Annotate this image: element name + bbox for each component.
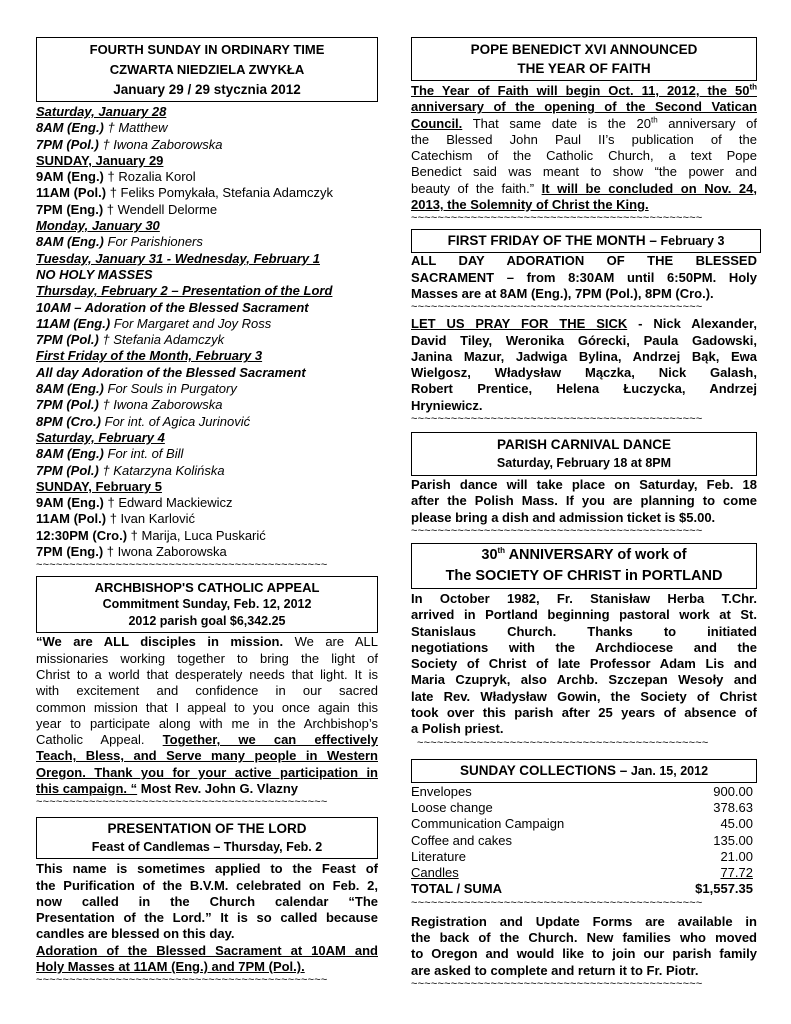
yof-line: 2013, the Solemnity of Christ the King. — [411, 197, 649, 213]
anniversary-line: Society of Christ of late Professor Adam Lis and — [411, 656, 757, 672]
appeal-line: Oregon. Thank you for your active participation in — [36, 764, 378, 780]
mass-intention: † Iwona Zaborowska — [102, 397, 223, 413]
sick-first: - Nick Alexander, — [627, 316, 757, 332]
sick-list — [411, 316, 757, 414]
collection-row — [411, 816, 753, 832]
sick-line — [411, 316, 757, 332]
schedule-entry — [36, 397, 378, 413]
appeal-line: Christ to a world that desperately needs that light. It is — [36, 666, 378, 682]
collection-row — [411, 784, 753, 800]
header-line-1: FOURTH SUNDAY IN ORDINARY TIME — [89, 42, 325, 57]
anniversary-line: took over this parish after 25 years of absence of — [411, 705, 757, 721]
schedule-entry — [36, 234, 378, 250]
schedule-entry — [36, 528, 378, 544]
mass-time: 12:30PM (Cro.) — [36, 527, 128, 543]
schedule-note: 10AM – Adoration of the Blessed Sacrament — [36, 299, 309, 315]
mass-intention: † Katarzyna Kolińska — [102, 462, 225, 478]
total-label: TOTAL / SUMA — [411, 881, 502, 897]
collection-label: Coffee and cakes — [411, 832, 512, 848]
collection-row — [411, 800, 753, 816]
presentation-line: now called in the Church calendar “The — [36, 893, 378, 909]
carnival-sub: Saturday, February 18 at 8PM — [496, 456, 672, 471]
mass-intention: For int. of Bill — [107, 446, 184, 462]
carnival-line: please bring a dish and admission ticket is $5.00. — [411, 509, 716, 525]
collection-amount: 135.00 — [713, 832, 753, 848]
yof-line: Benedict said was meant to show “the power and — [411, 164, 757, 180]
appeal-header — [36, 576, 378, 633]
separator: ~~~~~~~~~~~~~~~~~~~~~~~~~~~~~~~~~~~~~~~~~~~~ — [417, 737, 709, 749]
registration-line: to Oregon and would like to join our parish family — [411, 946, 757, 962]
anniversary-header — [411, 543, 757, 589]
anniversary-sup: th — [497, 546, 506, 556]
mass-intention: † Stefania Adamczyk — [102, 332, 225, 348]
first-friday-line: Masses are at 8AM (Eng.), 7PM (Pol.), 8PM (Cro.). — [411, 285, 714, 301]
schedule-day: Thursday, February 2 – Presentation of the Lord — [36, 283, 333, 299]
schedule-day: SUNDAY, January 29 — [36, 152, 164, 168]
mass-time: 8AM (Eng.) — [36, 381, 104, 397]
header-line-3: January 29 / 29 stycznia 2012 — [113, 82, 301, 97]
mass-time: 7PM (Eng.) — [36, 201, 104, 217]
schedule-day: SUNDAY, February 5 — [36, 478, 162, 494]
collection-amount: 21.00 — [720, 848, 753, 864]
collections-table — [411, 784, 757, 882]
schedule-entry — [36, 137, 378, 153]
sick-line: Wielgosz, Władysław Mączka, Nick Galash, — [411, 365, 757, 381]
sick-line: Janina Mazur, Jadwiga Bylina, Andrzej Bąk, Ewa — [411, 348, 757, 364]
appeal-line: common mission that I appeal to you once again this — [36, 699, 378, 715]
mass-time: 11AM (Eng.) — [36, 315, 111, 331]
appeal-line: Catholic Appeal. Together, we can effectively — [36, 732, 378, 748]
yof-title-1: POPE BENEDICT XVI ANNOUNCED — [470, 42, 698, 57]
carnival-text — [411, 477, 757, 526]
mass-time: 7PM (Pol.) — [36, 397, 99, 413]
schedule-entry — [36, 544, 378, 560]
presentation-line: candles are blessed on this day. — [36, 926, 235, 942]
separator: ~~~~~~~~~~~~~~~~~~~~~~~~~~~~~~~~~~~~~~~~~~~~ — [411, 302, 703, 314]
collection-label: Communication Campaign — [411, 816, 565, 832]
mass-intention: † Iwona Zaborowska — [102, 136, 223, 152]
schedule-entry — [36, 202, 378, 218]
collections-header — [411, 759, 757, 783]
collections-date: Jan. 15, 2012 — [630, 763, 709, 778]
anniversary-line: late Rev. Władysław Gowin, the Society of Christ — [411, 688, 757, 704]
mass-time: 7PM (Eng.) — [36, 544, 104, 560]
appeal-line: with excitement and confidence in our sacred — [36, 683, 378, 699]
mass-time: 7PM (Pol.) — [36, 462, 99, 478]
mass-intention: † Rozalia Korol — [107, 169, 196, 185]
first-friday-line: SACRAMENT – from 8:30AM until 6:50PM. Holy — [411, 269, 757, 285]
collection-row — [411, 865, 753, 881]
appeal-signature: this campaign. “ Most Rev. John G. Vlazny — [36, 780, 298, 796]
first-friday-title: FIRST FRIDAY OF THE MONTH – — [447, 233, 657, 249]
schedule-entry — [36, 316, 378, 332]
right-column — [411, 37, 757, 991]
collection-amount: 900.00 — [713, 783, 753, 799]
mass-time: 11AM (Pol.) — [36, 511, 107, 527]
yof-sup: th — [650, 115, 658, 125]
mass-intention: † Wendell Delorme — [106, 201, 218, 217]
mass-time: 8AM (Eng.) — [36, 120, 104, 136]
appeal-goal: 2012 parish goal $6,342.25 — [128, 614, 286, 629]
separator: ~~~~~~~~~~~~~~~~~~~~~~~~~~~~~~~~~~~~~~~~~~~~ — [36, 975, 328, 987]
appeal-campaign: this campaign. “ — [36, 780, 138, 796]
schedule-entry — [36, 511, 378, 527]
yof-line: Council. That same date is the 20th anniversary of — [411, 115, 757, 131]
collection-label: Literature — [411, 848, 466, 864]
separator: ~~~~~~~~~~~~~~~~~~~~~~~~~~~~~~~~~~~~~~~~~~~~ — [411, 213, 703, 225]
total-amount: $1,557.35 — [695, 881, 753, 897]
sick-line: Hryniewicz. — [411, 397, 483, 413]
mass-time: 11AM (Pol.) — [36, 185, 107, 201]
collections-total — [411, 881, 757, 897]
mass-intention: For Parishioners — [107, 234, 203, 250]
presentation-adoration: Holy Masses at 11AM (Eng.) and 7PM (Pol.). — [36, 959, 305, 975]
mass-intention: † Marija, Luca Puskarić — [130, 527, 266, 543]
yof-council: Council. — [411, 115, 463, 131]
appeal-line: Teach, Bless, and Serve many people in Western — [36, 748, 378, 764]
appeal-text — [36, 634, 378, 797]
anniversary-title-text: ANNIVERSARY of work of — [505, 546, 687, 563]
collection-amount: 378.63 — [713, 799, 753, 815]
yof-line: the Blessed John Paul II’s publication of the — [411, 131, 757, 147]
first-friday-date: February 3 — [660, 234, 725, 249]
appeal-quote-bold: “We are ALL disciples in mission. — [36, 634, 284, 650]
collection-amount: 77.72 — [720, 865, 753, 881]
sick-line: David Tiley, Weronika Górecki, Paula Gadowski, — [411, 332, 757, 348]
yof-line: anniversary of the opening of the Second Vatican — [411, 99, 757, 115]
separator: ~~~~~~~~~~~~~~~~~~~~~~~~~~~~~~~~~~~~~~~~~~~~ — [36, 797, 328, 809]
collection-row — [411, 849, 753, 865]
registration-line: Registration and Update Forms are available in — [411, 913, 757, 929]
mass-intention: † Edward Mackiewicz — [107, 495, 233, 511]
mass-intention: † Matthew — [107, 120, 168, 136]
first-friday-text — [411, 253, 757, 302]
separator: ~~~~~~~~~~~~~~~~~~~~~~~~~~~~~~~~~~~~~~~~~~~~ — [411, 978, 703, 990]
schedule-entry — [36, 446, 378, 462]
presentation-line: Presentation of the Lord.” It is so called because — [36, 910, 378, 926]
collections-total-row — [411, 881, 753, 897]
anniversary-line: Maria Czupryk, also Archb. Szczepan Wesoły and — [411, 672, 757, 688]
left-column — [36, 37, 378, 987]
presentation-line: the Purification of the B.V.M. celebrated on Feb. 2, — [36, 877, 378, 893]
yof-line: The Year of Faith will begin Oct. 11, 2012, the 50th — [411, 82, 757, 98]
yof-title-2: THE YEAR OF FAITH — [517, 61, 651, 76]
mass-intention: † Feliks Pomykała, Stefania Adamczyk — [109, 185, 333, 201]
registration-text — [411, 914, 757, 979]
schedule-note: All day Adoration of the Blessed Sacrament — [36, 364, 306, 380]
yof-line: beauty of the faith.” It will be concluded on Nov. 24, — [411, 180, 758, 196]
anniversary-line: a Polish priest. — [411, 721, 504, 737]
appeal-line: “We are ALL disciples in mission. We are ALL — [36, 634, 378, 650]
appeal-line: missionaries working together to bring the light of — [36, 650, 378, 666]
schedule-entry — [36, 463, 378, 479]
mass-time: 8AM (Eng.) — [36, 234, 104, 250]
appeal-together: Together, we can effectively — [162, 732, 378, 748]
carnival-line: after the Polish Mass. If you are planning to come — [411, 493, 757, 509]
mass-time: 8AM (Eng.) — [36, 446, 104, 462]
schedule-entry — [36, 185, 378, 201]
collection-label: Loose change — [411, 799, 493, 815]
schedule-entry — [36, 120, 378, 136]
anniversary-line: arrived in Portland beginning pastoral work at St. — [411, 607, 757, 623]
presentation-line: This name is sometimes applied to the Feast of — [36, 861, 378, 877]
presentation-text — [36, 861, 378, 975]
presentation-adoration: Adoration of the Blessed Sacrament at 10AM and — [36, 942, 378, 958]
collection-row — [411, 833, 753, 849]
anniversary-title-1 — [412, 545, 756, 566]
first-friday-line: ALL DAY ADORATION OF THE BLESSED — [411, 253, 757, 269]
presentation-sub: Feast of Candlemas – Thursday, Feb. 2 — [91, 840, 323, 855]
registration-line: the back of the Church. New families who moved — [411, 929, 757, 945]
anniversary-text — [411, 591, 757, 738]
year-of-faith-header — [411, 37, 757, 81]
year-of-faith-text — [411, 83, 757, 213]
collection-label: Envelopes — [411, 783, 472, 799]
mass-schedule-header — [36, 37, 378, 102]
schedule-day: Saturday, February 4 — [36, 429, 165, 445]
anniversary-line: negotiations with the Archdiocese and the — [411, 639, 757, 655]
mass-intention: For Souls in Purgatory — [107, 381, 237, 397]
schedule-entry — [36, 414, 378, 430]
anniversary-number: 30 — [481, 546, 498, 563]
separator: ~~~~~~~~~~~~~~~~~~~~~~~~~~~~~~~~~~~~~~~~~~~~ — [36, 560, 328, 572]
mass-time: 8PM (Cro.) — [36, 413, 101, 429]
mass-intention: † Ivan Karlović — [109, 511, 195, 527]
yof-line: Catechism of the Catholic Church, a text Pope — [411, 148, 757, 164]
sick-line: Robert Prentice, Helena Łuczycka, Andrzej — [411, 381, 757, 397]
mass-intention: For Margaret and Joy Ross — [113, 315, 272, 331]
mass-time: 7PM (Pol.) — [36, 332, 99, 348]
schedule-entry — [36, 381, 378, 397]
schedule-entry — [36, 169, 378, 185]
anniversary-line: In October 1982, Fr. Stanisław Herba T.Chr. — [411, 590, 757, 606]
carnival-header — [411, 432, 757, 476]
registration-line: are asked to complete and return it to Fr. Piotr. — [411, 962, 699, 978]
appeal-title: ARCHBISHOP'S CATHOLIC APPEAL — [94, 580, 320, 596]
separator: ~~~~~~~~~~~~~~~~~~~~~~~~~~~~~~~~~~~~~~~~~~~~ — [411, 525, 703, 537]
collections-title: SUNDAY COLLECTIONS – — [459, 762, 628, 778]
collection-label: Candles — [411, 865, 459, 881]
mass-intention: † Iwona Zaborowska — [106, 544, 227, 560]
schedule-day: Tuesday, January 31 - Wednesday, February 1 — [36, 250, 320, 266]
schedule-day: Saturday, January 28 — [36, 104, 167, 119]
collection-amount: 45.00 — [720, 816, 753, 832]
anniversary-title-2: The SOCIETY OF CHRIST in PORTLAND — [445, 567, 723, 584]
sick-label: LET US PRAY FOR THE SICK — [411, 316, 628, 332]
schedule-entry — [36, 495, 378, 511]
mass-schedule — [36, 104, 378, 560]
schedule-day: Monday, January 30 — [36, 218, 160, 234]
yof-sup: th — [749, 82, 757, 92]
carnival-line: Parish dance will take place on Saturday, Feb. 18 — [411, 477, 757, 493]
yof-concluded: It will be concluded on Nov. 24, — [541, 180, 758, 196]
carnival-title: PARISH CARNIVAL DANCE — [496, 437, 671, 453]
mass-time: 9AM (Eng.) — [36, 169, 104, 185]
mass-time: 7PM (Pol.) — [36, 136, 99, 152]
separator: ~~~~~~~~~~~~~~~~~~~~~~~~~~~~~~~~~~~~~~~~~~~~ — [411, 414, 703, 426]
appeal-line: year to participate along with me in the Archbishop’s — [36, 715, 378, 731]
appeal-commitment: Commitment Sunday, Feb. 12, 2012 — [102, 597, 312, 612]
presentation-header — [36, 817, 378, 859]
schedule-entry — [36, 332, 378, 348]
schedule-day: First Friday of the Month, February 3 — [36, 348, 263, 364]
header-line-2: CZWARTA NIEDZIELA ZWYKŁA — [109, 62, 305, 77]
presentation-title: PRESENTATION OF THE LORD — [107, 821, 307, 837]
separator: ~~~~~~~~~~~~~~~~~~~~~~~~~~~~~~~~~~~~~~~~~~~~ — [411, 897, 703, 909]
anniversary-line: Stanislaus Church. Thanks to initiated — [411, 623, 757, 639]
mass-time: 9AM (Eng.) — [36, 495, 104, 511]
first-friday-header — [411, 229, 761, 253]
mass-intention: For int. of Agica Jurinović — [104, 413, 251, 429]
schedule-note: NO HOLY MASSES — [36, 266, 153, 282]
